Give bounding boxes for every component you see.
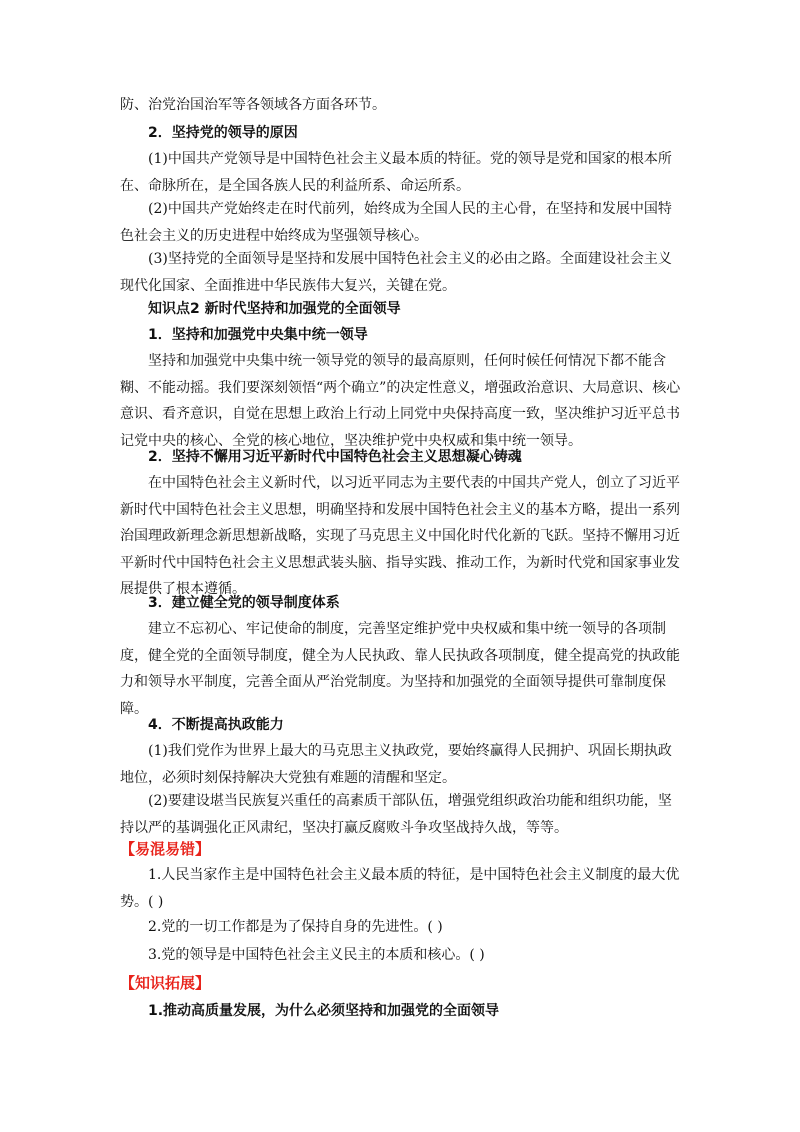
confusion-question-2: 2.党的一切工作都是为了保持自身的先进性。( )	[148, 919, 443, 935]
reason-item-1: (1)中国共产党领导是中国特色社会主义最本质的特征。党的领导是党和国家的根本所在、命脉所在，是全国各族人民的利益所系、命运所系。	[120, 151, 672, 194]
subsection-3-heading: 3．建立健全党的领导制度体系	[148, 595, 340, 611]
knowledge-point-2-heading: 知识点2 新时代坚持和加强党的全面领导	[148, 301, 401, 317]
subsection-2-heading: 2．坚持不懈用习近平新时代中国特色社会主义思想凝心铸魂	[148, 449, 522, 465]
subsection-2-body: 在中国特色社会主义新时代，以习近平同志为主要代表的中国共产党人，创立了习近平新时代中国特色社会主义思想，明确坚持和发展中国特色社会主义的基本方略，提出一系列治国理政新理念新思想新战略，实现了马克思主义中国化时代化新的飞跃。坚持不懈用习近平新时代中国特色社会主义思想武装头脑、指导实践、推动工作，为新时代党和国家事业发展提供了根本遵循。	[120, 475, 680, 597]
subsection-3-body: 建立不忘初心、牢记使命的制度，完善坚定维护党中央权威和集中统一领导的各项制度，健全党的全面领导制度，健全为人民执政、靠人民执政各项制度，健全提高党的执政能力和领导水平制度，完善全面从严治党制度。为坚持和加强党的全面领导提供可靠制度保障。	[120, 621, 680, 717]
section-heading-reasons: 2．坚持党的领导的原因	[148, 125, 298, 141]
extension-section-title: 【知识拓展】	[120, 974, 211, 992]
subsection-4-item-1: (1)我们党作为世界上最大的马克思主义执政党，要始终赢得人民拥护、巩固长期执政地位，必须时刻保持解决大党独有难题的清醒和坚定。	[120, 743, 672, 786]
subsection-1-heading: 1．坚持和加强党中央集中统一领导	[148, 327, 368, 343]
confusion-section-title: 【易混易错】	[120, 840, 211, 858]
reason-item-2: (2)中国共产党始终走在时代前列，始终成为全国人民的主心骨，在坚持和发展中国特色社会主义的历史进程中始终成为坚强领导核心。	[120, 201, 672, 244]
reason-item-3: (3)坚持党的全面领导是坚持和发展中国特色社会主义的必由之路。全面建设社会主义现代化国家、全面推进中华民族伟大复兴，关键在党。	[120, 251, 672, 294]
subsection-4-item-2: (2)要建设堪当民族复兴重任的高素质干部队伍，增强党组织政治功能和组织功能，坚持以严的基调强化正风肃纪，坚决打赢反腐败斗争攻坚战持久战，等等。	[120, 793, 672, 836]
confusion-question-1: 1.人民当家作主是中国特色社会主义最本质的特征，是中国特色社会主义制度的最大优势。( )	[120, 867, 680, 910]
continued-paragraph: 防、治党治国治军等各领域各方面各环节。	[120, 97, 386, 113]
subsection-4-heading: 4．不断提高执政能力	[148, 717, 284, 733]
subsection-1-body: 坚持和加强党中央集中统一领导党的领导的最高原则，任何时候任何情况下都不能含糊、不能动摇。我们要深刻领悟“两个确立”的决定性意义，增强政治意识、大局意识、核心意识、看齐意识，自觉在思想上政治上行动上同党中央保持高度一致，坚决维护习近平总书记党中央的核心、全党的核心地位，坚决维护党中央权威和集中统一领导。	[120, 353, 681, 449]
confusion-question-3: 3.党的领导是中国特色社会主义民主的本质和核心。( )	[148, 947, 485, 963]
extension-question-1: 1.推动高质量发展，为什么必须坚持和加强党的全面领导	[148, 1003, 500, 1019]
